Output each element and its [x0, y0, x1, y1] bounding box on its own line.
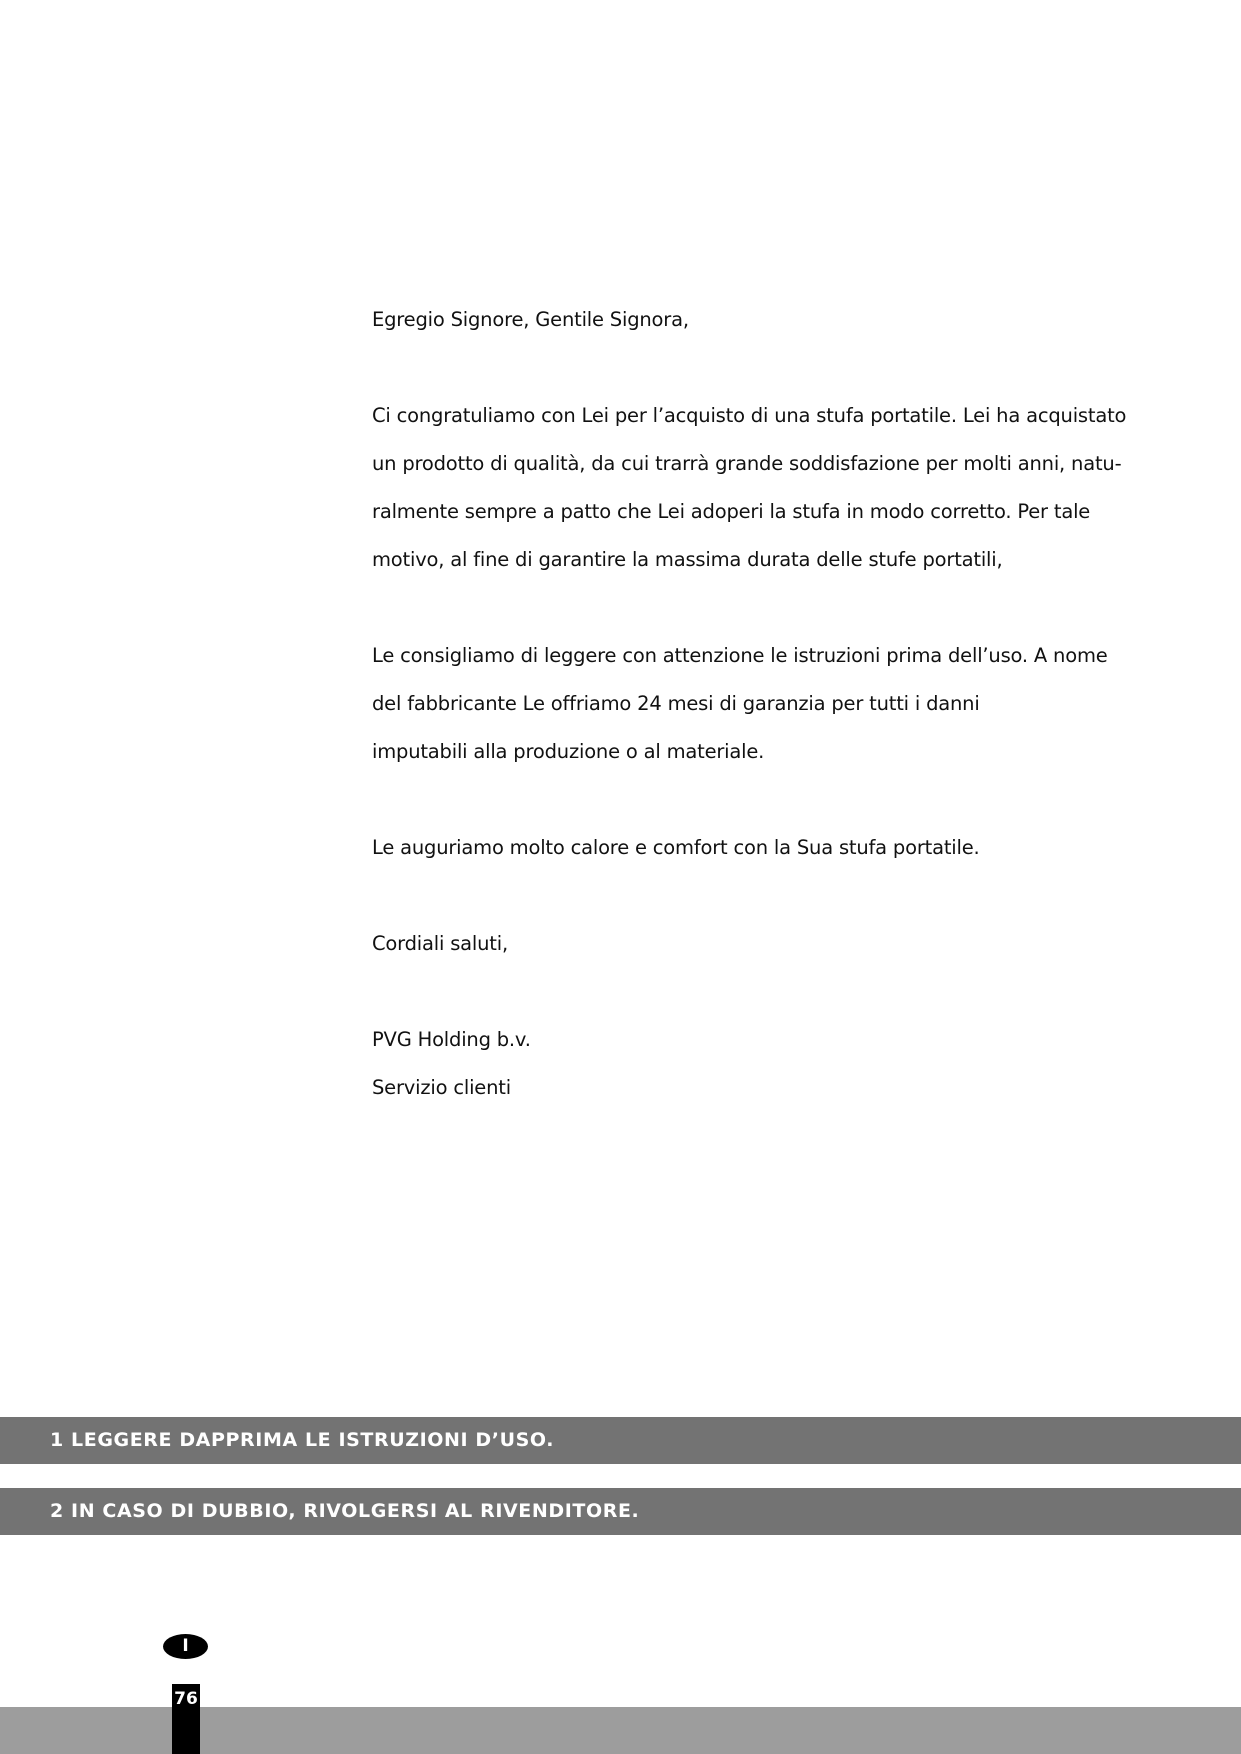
closing: Cordiali saluti, [372, 932, 508, 955]
paragraph-1-line-2: un prodotto di qualità, da cui trarrà grande soddisfazione per molti anni, natu- [372, 452, 1122, 475]
paragraph-2-line-1: Le consigliamo di leggere con attenzione le istruzioni prima dell’uso. A nome [372, 644, 1108, 667]
paragraph-1-line-3: ralmente sempre a patto che Lei adoperi la stufa in modo corretto. Per tale [372, 500, 1091, 523]
paragraph-1-line-1: Ci congratuliamo con Lei per l’acquisto di una stufa portatile. Lei ha acquistato [372, 404, 1127, 427]
department-name: Servizio clienti [372, 1076, 511, 1099]
notice-bar-2: 2 IN CASO DI DUBBIO, RIVOLGERSI AL RIVENDITORE. [0, 1488, 1241, 1535]
paragraph-3: Le auguriamo molto calore e comfort con la Sua stufa portatile. [372, 836, 980, 859]
language-badge: I [163, 1634, 208, 1659]
company-name: PVG Holding b.v. [372, 1028, 531, 1051]
paragraph-2-line-3: imputabili alla produzione o al materiale. [372, 740, 765, 763]
notice-bar-1: 1 LEGGERE DAPPRIMA LE ISTRUZIONI D’USO. [0, 1417, 1241, 1464]
salutation: Egregio Signore, Gentile Signora, [372, 308, 689, 331]
page-number: 76 [172, 1684, 200, 1754]
paragraph-1-line-4: motivo, al fine di garantire la massima durata delle stufe portatili, [372, 548, 1003, 571]
paragraph-2-line-2: del fabbricante Le offriamo 24 mesi di garanzia per tutti i danni [372, 692, 980, 715]
